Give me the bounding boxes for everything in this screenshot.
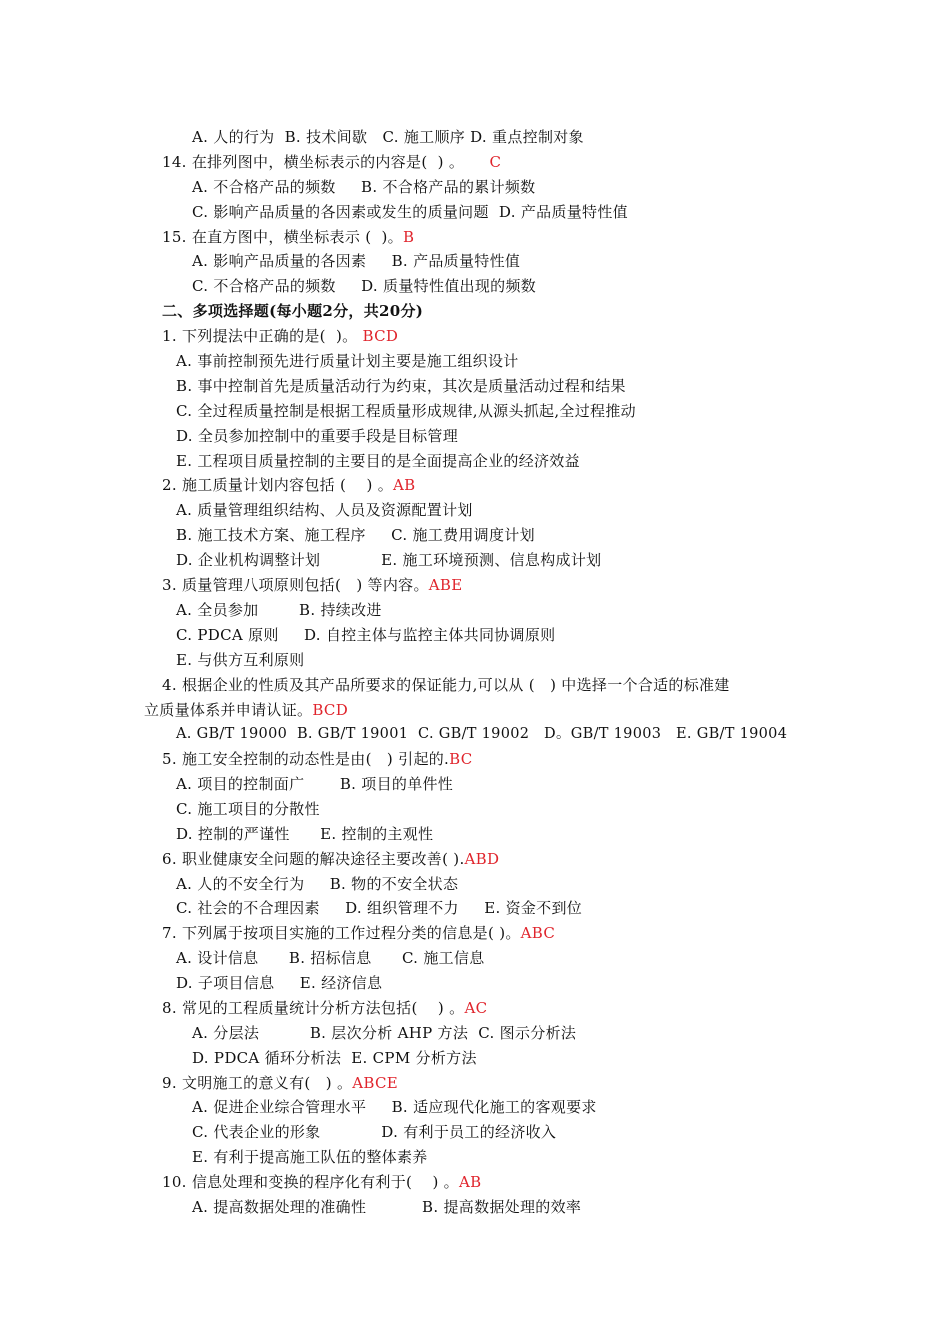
answer-key: BC xyxy=(449,750,473,768)
option-line xyxy=(192,1097,597,1117)
line-text: A. 分层法 B. 层次分析 AHP 方法 C. 图示分析法 xyxy=(192,1024,577,1042)
answer-key: ABD xyxy=(464,850,500,868)
line-text: 2. 施工质量计划内容包括 ( ) 。 xyxy=(162,476,393,494)
option-line xyxy=(176,500,473,520)
line-text: A. 促进企业综合管理水平 B. 适应现代化施工的客观要求 xyxy=(192,1098,597,1116)
line-text: C. PDCA 原则 D. 自控主体与监控主体共同协调原则 xyxy=(176,626,556,644)
option-line xyxy=(192,177,535,197)
line-text: A. 提高数据处理的准确性 B. 提高数据处理的效率 xyxy=(192,1198,582,1216)
line-text: 8. 常见的工程质量统计分析方法包括( ) 。 xyxy=(162,999,465,1017)
question-line xyxy=(162,326,398,346)
option-line xyxy=(176,376,626,396)
line-text: A. 影响产品质量的各因素 B. 产品质量特性值 xyxy=(192,252,521,270)
question-line xyxy=(162,575,462,595)
line-text: 1. 下列提法中正确的是( )。 xyxy=(162,327,363,345)
line-text: C. 社会的不合理因素 D. 组织管理不力 E. 资金不到位 xyxy=(176,899,583,917)
option-line xyxy=(176,650,305,670)
question-line xyxy=(162,849,499,869)
question-line xyxy=(162,152,501,172)
option-line xyxy=(176,426,458,446)
option-line xyxy=(192,251,520,271)
line-text: A. 人的行为 B. 技术间歇 C. 施工顺序 D. 重点控制对象 xyxy=(192,128,584,146)
line-text: A. 设计信息 B. 招标信息 C. 施工信息 xyxy=(176,949,485,967)
line-text: 5. 施工安全控制的动态性是由( ) 引起的. xyxy=(162,750,450,768)
line-text: A. 项目的控制面广 B. 项目的单件性 xyxy=(176,775,454,793)
line-text: E. 工程项目质量控制的主要目的是全面提高企业的经济效益 xyxy=(176,452,580,470)
option-line xyxy=(192,127,584,147)
line-text: 二、多项选择题(每小题2分，共20分) xyxy=(162,302,424,320)
line-text: 立质量体系并申请认证。 xyxy=(144,701,313,719)
option-line xyxy=(176,948,485,968)
answer-key: ABCE xyxy=(352,1074,399,1092)
question-line xyxy=(162,1172,481,1192)
question-line xyxy=(162,475,415,495)
option-line xyxy=(192,1147,428,1167)
option-line xyxy=(176,625,555,645)
question-line xyxy=(162,1073,398,1093)
option-line xyxy=(176,824,433,844)
section-heading xyxy=(162,301,423,321)
line-text: 6. 职业健康安全问题的解决途径主要改善( ). xyxy=(162,850,465,868)
option-line xyxy=(176,550,601,570)
option-line xyxy=(176,724,787,744)
answer-key: AB xyxy=(458,1173,482,1191)
line-text: A. GB/T 19000 B. GB/T 19001 C. GB/T 19002 D。GB/T 19003 E. GB/T 19004 xyxy=(176,726,788,742)
line-text: D. 全员参加控制中的重要手段是目标管理 xyxy=(176,427,459,445)
answer-key: AB xyxy=(393,476,416,494)
option-line xyxy=(192,1122,556,1142)
line-text: D. 企业机构调整计划 E. 施工环境预测、信息构成计划 xyxy=(176,551,602,569)
answer-key: ABE xyxy=(428,576,463,594)
option-line xyxy=(192,202,628,222)
question-line-continued xyxy=(144,700,348,720)
line-text: C. 不合格产品的频数 D. 质量特性值出现的频数 xyxy=(192,277,537,295)
line-text: C. 施工项目的分散性 xyxy=(176,800,320,818)
option-line xyxy=(176,600,382,620)
line-text: 4. 根据企业的性质及其产品所要求的保证能力,可以从 ( ) 中选择一个合适的标准建 xyxy=(162,676,730,694)
line-text: A. 全员参加 B. 持续改进 xyxy=(176,601,382,619)
line-text: 14. 在排列图中，横坐标表示的内容是( ) 。 xyxy=(162,153,490,171)
option-line xyxy=(192,1197,581,1217)
line-text: A. 事前控制预先进行质量计划主要是施工组织设计 xyxy=(176,352,519,370)
question-line xyxy=(162,749,473,769)
answer-key: ABC xyxy=(520,924,556,942)
line-text: 15. 在直方图中，横坐标表示 ( )。 xyxy=(162,228,403,246)
option-line xyxy=(176,451,580,471)
line-text: C. 全过程质量控制是根据工程质量形成规律,从源头抓起,全过程推动 xyxy=(176,402,636,420)
option-line xyxy=(176,351,519,371)
line-text: 9. 文明施工的意义有( ) 。 xyxy=(162,1074,353,1092)
answer-key: C xyxy=(489,153,502,171)
line-text: D. 子项目信息 E. 经济信息 xyxy=(176,974,383,992)
line-text: E. 有利于提高施工队伍的整体素养 xyxy=(192,1148,428,1166)
line-text: D. 控制的严谨性 E. 控制的主观性 xyxy=(176,825,434,843)
answer-key: AC xyxy=(464,999,488,1017)
line-text: A. 人的不安全行为 B. 物的不安全状态 xyxy=(176,875,459,893)
question-line xyxy=(162,675,730,695)
line-text: 3. 质量管理八项原则包括( ) 等内容。 xyxy=(162,576,429,594)
line-text: D. PDCA 循环分析法 E. CPM 分析方法 xyxy=(192,1049,477,1067)
option-line xyxy=(176,774,453,794)
line-text: B. 施工技术方案、施工程序 C. 施工费用调度计划 xyxy=(176,526,535,544)
option-line xyxy=(176,973,382,993)
line-text: C. 影响产品质量的各因素或发生的质量问题 D. 产品质量特性值 xyxy=(192,203,628,221)
option-line xyxy=(176,898,582,918)
question-line xyxy=(162,227,414,247)
line-text: 10. 信息处理和变换的程序化有利于( ) 。 xyxy=(162,1173,459,1191)
option-line xyxy=(176,401,636,421)
line-text: A. 不合格产品的频数 B. 不合格产品的累计频数 xyxy=(192,178,536,196)
line-text: A. 质量管理组织结构、人员及资源配置计划 xyxy=(176,501,473,519)
option-line xyxy=(176,799,320,819)
option-line xyxy=(192,1048,477,1068)
answer-key: BCD xyxy=(312,701,349,719)
line-text: B. 事中控制首先是质量活动行为约束，其次是质量活动过程和结果 xyxy=(176,377,626,395)
line-text: 7. 下列属于按项目实施的工作过程分类的信息是( )。 xyxy=(162,924,521,942)
option-line xyxy=(176,525,535,545)
question-line xyxy=(162,923,555,943)
option-line xyxy=(176,874,458,894)
option-line xyxy=(192,276,536,296)
question-line xyxy=(162,998,487,1018)
line-text: C. 代表企业的形象 D. 有利于员工的经济收入 xyxy=(192,1123,557,1141)
line-text: E. 与供方互利原则 xyxy=(176,651,305,669)
option-line xyxy=(192,1023,576,1043)
answer-key: B xyxy=(402,228,415,246)
answer-key: BCD xyxy=(362,327,399,345)
